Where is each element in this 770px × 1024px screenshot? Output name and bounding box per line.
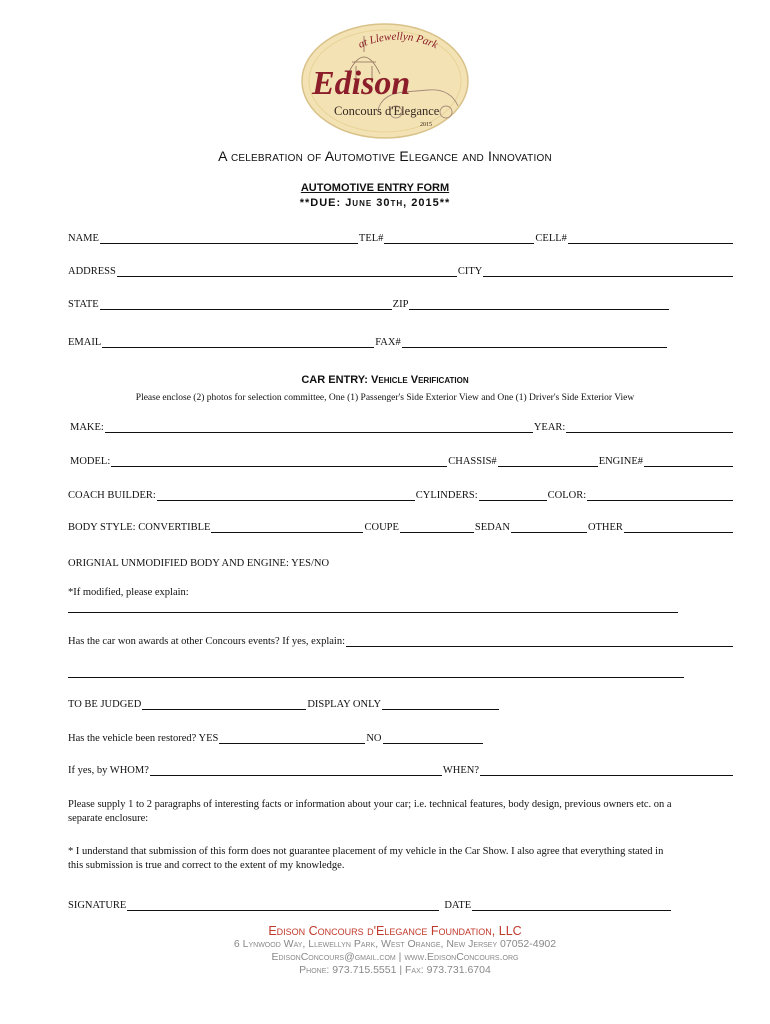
row-email (68, 337, 668, 348)
supply-instructions: Please supply 1 to 2 paragraphs of interesting facts or information about your car; i.e. technical features, body design, previous owners etc. on a separate enclosure: (68, 799, 672, 824)
restored-no-label: NO (366, 733, 382, 744)
when-label: WHEN? (442, 765, 480, 776)
understand-statement: * I understand that submission of this form does not guarantee placement of my vehicle in the Car Show. I also agree that everything stated in this submission is true and correct to the extent of my knowledge. (68, 846, 664, 871)
row-judged (68, 699, 500, 710)
restored-no-field[interactable] (383, 733, 483, 744)
row-address (68, 266, 734, 277)
page-title: A celebration of Automotive Elegance and Innovation (218, 148, 552, 164)
name-label: NAME (68, 233, 99, 244)
model-field[interactable] (111, 456, 447, 467)
row-whom (68, 765, 734, 776)
address-field[interactable] (117, 266, 457, 277)
row-coach (68, 490, 734, 501)
awards-label: Has the car won awards at other Concours events? If yes, explain: (68, 636, 345, 647)
original-question: ORIGNIAL UNMODIFIED BODY AND ENGINE: YES/NO (68, 558, 330, 569)
row-state (68, 299, 670, 310)
edison-concours-logo (300, 22, 470, 140)
cylinders-label: CYLINDERS: (415, 490, 478, 501)
coupe-field[interactable] (400, 522, 474, 533)
row-name (68, 233, 734, 244)
row-awards (68, 636, 734, 647)
engine-label: ENGINE# (598, 456, 644, 467)
row-body (68, 522, 734, 533)
row-make (70, 422, 734, 433)
fax-field[interactable] (402, 337, 667, 348)
judged-label: TO BE JUDGED (68, 699, 142, 710)
body-label: BODY STYLE: CONVERTIBLE (68, 522, 211, 533)
tel-label: TEL# (358, 233, 384, 244)
form-title: AUTOMOTIVE ENTRY FORM (300, 182, 450, 194)
model-label: MODEL: (70, 456, 111, 467)
sedan-label: SEDAN (474, 522, 510, 533)
whom-label: If yes, by WHOM? (68, 765, 149, 776)
state-label: STATE (68, 299, 99, 310)
logo-sub: Concours d'Elegance (334, 104, 440, 118)
footer-phone: Phone: 973.715.5551 | Fax: 973.731.6704 (299, 964, 491, 976)
chassis-field[interactable] (498, 456, 598, 467)
email-field[interactable] (102, 337, 374, 348)
display-field[interactable] (382, 699, 499, 710)
cell-label: CELL# (535, 233, 567, 244)
tel-field[interactable] (384, 233, 534, 244)
row-model (70, 456, 734, 467)
coach-label: COACH BUILDER: (68, 490, 156, 501)
row-restored (68, 733, 484, 744)
display-label: DISPLAY ONLY (307, 699, 382, 710)
city-field[interactable] (483, 266, 733, 277)
color-field[interactable] (587, 490, 733, 501)
heading-car-entry: CAR ENTRY: (301, 374, 372, 386)
state-field[interactable] (100, 299, 392, 310)
restored-label: Has the vehicle been restored? YES (68, 733, 219, 744)
due-date: **DUE: June 30th, 2015** (299, 197, 451, 209)
name-field[interactable] (100, 233, 358, 244)
year-label: YEAR: (533, 422, 566, 433)
make-label: MAKE: (70, 422, 104, 433)
year-field[interactable] (566, 422, 733, 433)
modified-question: *If modified, please explain: (68, 587, 189, 598)
city-label: CITY (457, 266, 483, 277)
footer-org: Edison Concours d'Elegance Foundation, LLC (268, 924, 522, 938)
zip-field[interactable] (409, 299, 669, 310)
fax-label: FAX# (375, 337, 401, 348)
cell-field[interactable] (568, 233, 733, 244)
judged-field[interactable] (142, 699, 306, 710)
coach-field[interactable] (157, 490, 415, 501)
other-field[interactable] (624, 522, 733, 533)
when-field[interactable] (480, 765, 733, 776)
sedan-field[interactable] (511, 522, 587, 533)
cylinders-field[interactable] (479, 490, 547, 501)
other-label: OTHER (587, 522, 623, 533)
svg-text:at Llewellyn Park: at Llewellyn Park (356, 30, 440, 52)
date-field[interactable] (472, 900, 671, 911)
chassis-label: CHASSIS# (448, 456, 497, 467)
signature-field[interactable] (127, 900, 439, 911)
convertible-field[interactable] (211, 522, 363, 533)
address-label: ADDRESS (68, 266, 116, 277)
vehicle-section-heading (0, 374, 770, 386)
color-label: COLOR: (547, 490, 587, 501)
restored-yes-field[interactable] (219, 733, 365, 744)
make-field[interactable] (105, 422, 533, 433)
footer-address: 6 Lynwood Way, Llewellyn Park, West Orange, New Jersey 07052-4902 (233, 938, 557, 950)
logo-name: Edison (312, 65, 411, 102)
awards-field[interactable] (346, 636, 733, 647)
email-label: EMAIL (68, 337, 102, 348)
signature-label: SIGNATURE (68, 900, 127, 911)
engine-field[interactable] (644, 456, 733, 467)
whom-field[interactable] (150, 765, 442, 776)
footer-web: EdisonConcours@gmail.com | www.EdisonConcours.org (271, 951, 519, 963)
awards-line[interactable] (68, 677, 684, 678)
coupe-label: COUPE (364, 522, 399, 533)
row-signature (68, 900, 672, 911)
date-label: DATE (444, 900, 472, 911)
logo-year: 2015 (420, 122, 432, 128)
zip-label: ZIP (392, 299, 409, 310)
photo-note: Please enclose (2) photos for selection committee, One (1) Passenger's Side Exterior View and One (1) Driver's Side Exterior View (135, 393, 635, 403)
modified-line[interactable] (68, 612, 678, 613)
heading-verification: Vehicle Verification (371, 374, 469, 386)
